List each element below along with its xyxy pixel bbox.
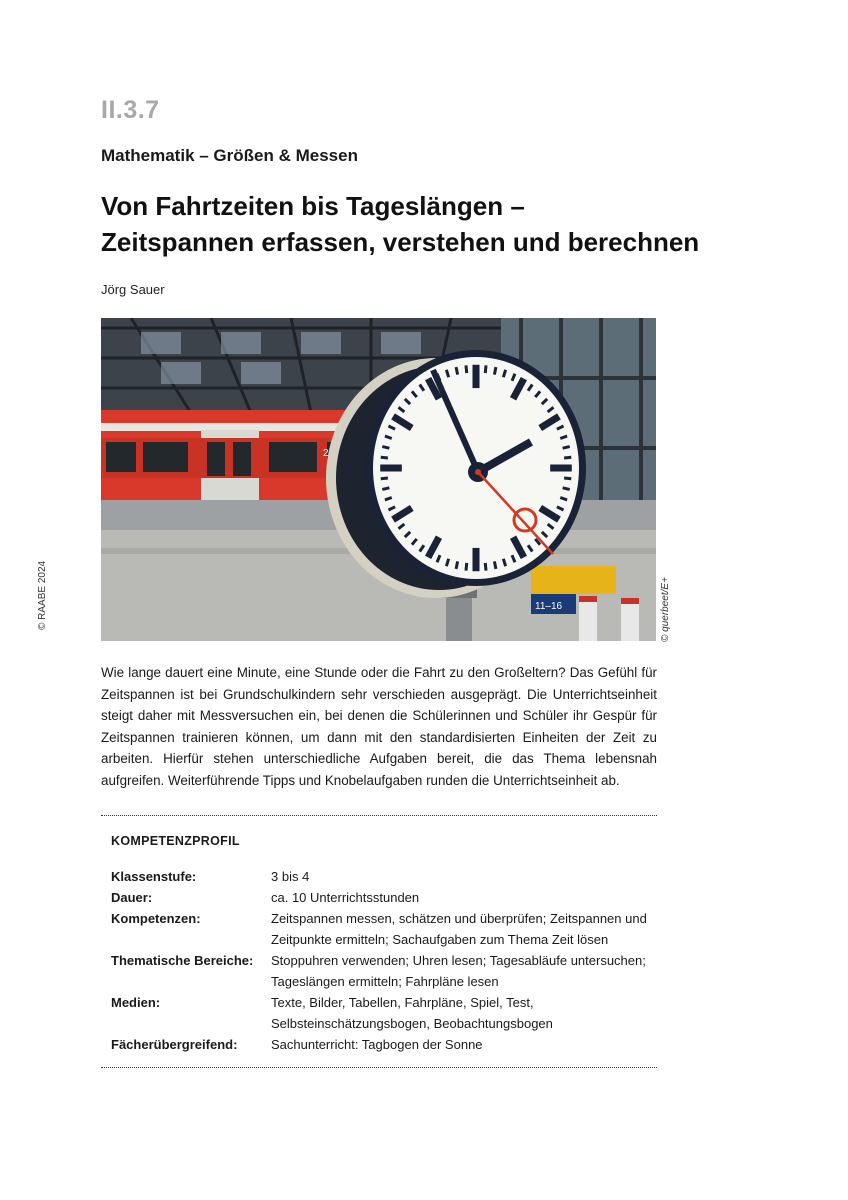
profile-value: Zeitspannen messen, schätzen und überprüfen; Zeitspannen und Zeitpunkte ermitteln; Sachaufgaben zum Thema Zeit lösen: [271, 911, 647, 947]
clock-minute-mark: [382, 488, 389, 490]
clock-minute-mark: [485, 563, 486, 571]
train-number: 2: [323, 448, 329, 459]
platform-sign: 11–16: [535, 601, 563, 612]
clock-minute-mark: [503, 559, 505, 566]
profile-value: Sachunterricht: Tagbogen der Sonne: [271, 1037, 483, 1052]
profile-label: Thematische Bereiche:: [111, 953, 254, 968]
profile-value: Texte, Bilder, Tabellen, Fahrpläne, Spiel, Test, Selbsteinschätzungsbogen, Beobachtungsbogen: [271, 995, 553, 1031]
profile-value: ca. 10 Unterrichtsstunden: [271, 890, 420, 905]
profile-value: 3 bis 4: [271, 869, 310, 884]
intro-paragraph: Wie lange dauert eine Minute, eine Stunde oder die Fahrt zu den Großeltern? Das Gefühl für Zeitspannen ist bei Grundschulkindern sehr verschieden ausgeprägt. Die Unterrichtseinheit steigt daher mit Messversuchen ein, bei denen die Schülerinnen und Schüler ihr Gespür für Zeitspannen trainieren können, um dann mit den standardisierten Einheiten der Zeit zu arbeiten. Hierfür stehen unterschiedliche Aufgaben bereit, die das Thema lebensnah aufgreifen. Weiterführende Tipps und Knobelaufgaben runden die Unterrichtseinheit ab.: [101, 665, 657, 788]
station-clock-photo: [101, 318, 656, 641]
divider-bottom: [101, 1067, 657, 1068]
profile-row: [111, 992, 651, 1034]
clock-minute-mark: [503, 370, 505, 377]
clock-minute-mark: [564, 478, 571, 479]
profile-row: [111, 1034, 651, 1055]
profile-value: Stoppuhren verwenden; Uhren lesen; Tagesabläufe untersuchen; Tageslängen ermitteln; Fahrpläne lesen: [271, 953, 646, 989]
competence-profile: [111, 834, 651, 1055]
clock-minute-mark: [382, 447, 389, 449]
subject-heading: Mathematik – Größen & Messen: [101, 146, 358, 165]
profile-row: [111, 950, 651, 992]
clock-minute-mark: [446, 370, 448, 377]
profile-label: Klassenstufe:: [111, 869, 197, 884]
image-credit: © querbeet/E+: [660, 577, 671, 642]
profile-label: Fächerübergreifend:: [111, 1037, 238, 1052]
author: Jörg Sauer: [101, 282, 165, 297]
side-copyright: © RAABE 2024: [37, 560, 48, 630]
profile-label: Dauer:: [111, 890, 153, 905]
clock-minute-mark: [494, 367, 495, 375]
clock-minute-mark: [485, 365, 486, 373]
clock-minute-mark: [466, 365, 467, 373]
divider-top: [101, 815, 657, 816]
profile-label: Medien:: [111, 995, 161, 1010]
clock-minute-mark: [564, 457, 571, 458]
clock-minute-mark: [466, 563, 467, 571]
title-line-2: Zeitspannen erfassen, verstehen und berechnen: [101, 227, 700, 257]
clock-minute-mark: [456, 367, 457, 375]
clock-minute-mark: [446, 559, 448, 566]
profile-row: [111, 908, 651, 950]
profile-label: Kompetenzen:: [111, 911, 201, 926]
clock-minute-mark: [494, 561, 495, 569]
clock-minute-mark: [563, 447, 570, 449]
profile-row: [111, 887, 651, 908]
title-line-1: Von Fahrtzeiten bis Tageslängen –: [101, 191, 525, 221]
clock-minute-mark: [456, 561, 457, 569]
section-code: II.3.7: [101, 96, 160, 124]
clock-minute-mark: [381, 478, 388, 479]
clock-minute-mark: [381, 457, 388, 458]
page-title: [101, 188, 701, 260]
profile-heading: KOMPETENZPROFIL: [111, 834, 240, 848]
profile-row: [111, 866, 651, 887]
clock-minute-mark: [563, 488, 570, 490]
